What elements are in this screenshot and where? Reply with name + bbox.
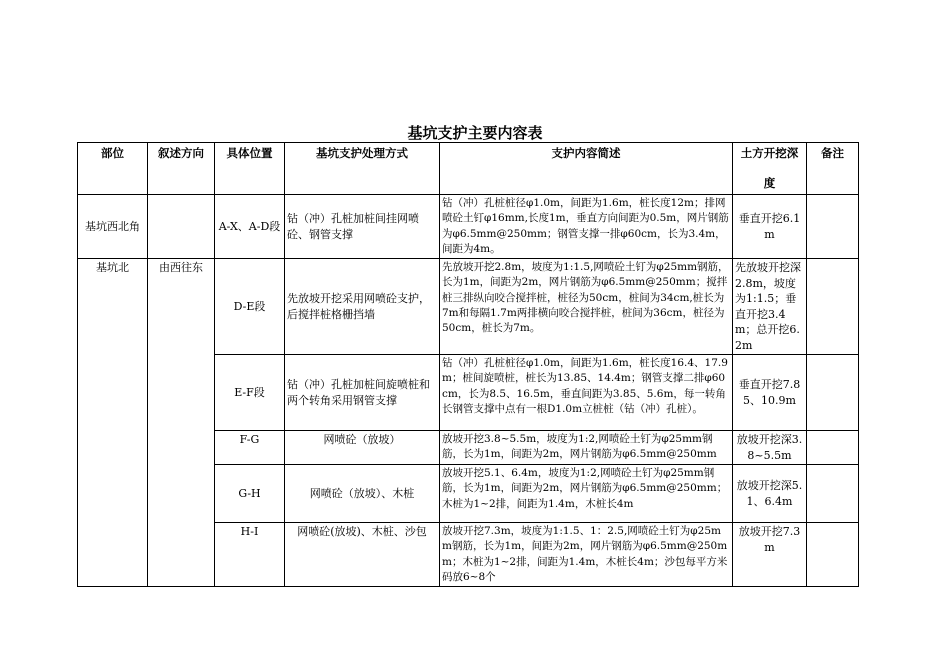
cell-content: 放坡开挖5.1、6.4m，坡度为1:2,网喷砼土钉为φ25mm钢筋，长为1m，间距为2m，网片钢筋为φ6.5mm@250mm；木桩为1~2排，间距为1.4m，木桩长4m <box>440 465 733 523</box>
table-row <box>78 259 859 355</box>
cell-depth: 放坡开挖深3.8~5.5m <box>733 431 807 465</box>
header-content: 支护内容简述 <box>440 143 733 195</box>
cell-depth: 放坡开挖深5.1、6.4m <box>733 465 807 523</box>
cell-method: 先放坡开挖采用网喷砼支护，后搅拌桩格栅挡墙 <box>285 259 440 355</box>
cell-depth: 垂直开挖6.1m <box>733 195 807 259</box>
cell-content: 钻（冲）孔桩桩径φ1.0m，间距为1.6m，桩长度16.4、17.9m；桩间旋喷桩，桩长为13.85、14.4m；钢管支撑二排φ60cm，长为8.5、16.5m，垂直间距为3.85、5.6m，每一转角长钢管支撑中点有一根D1.0m立桩桩（钻（冲）孔桩）。 <box>440 355 733 431</box>
cell-method: 钻（冲）孔桩加桩间旋喷桩和两个转角采用钢管支撑 <box>285 355 440 431</box>
cell-position: A-X、A-D段 <box>215 195 285 259</box>
cell-content: 先放坡开挖2.8m，坡度为1:1.5,网喷砼土钉为φ25mm钢筋，长为1m，间距为2m，网片钢筋为φ6.5mm@250mm；搅拌桩三排纵向咬合搅拌桩，桩径为50cm，桩间为34cm,桩长为7m和每隔1.7m两排横向咬合搅拌桩，桩间为36cm，桩径为50cm，桩长为7m。 <box>440 259 733 355</box>
cell-part: 基坑西北角 <box>78 195 148 259</box>
cell-part: 基坑北 <box>78 259 148 587</box>
cell-position: D-E段 <box>215 259 285 355</box>
header-depth-line2: 度 <box>763 175 776 190</box>
header-depth <box>733 143 807 195</box>
cell-position: G-H <box>215 465 285 523</box>
cell-content: 钻（冲）孔桩桩径φ1.0m，间距为1.6m，桩长度12m；排网喷砼土钉φ16mm,长度1m，垂直方向间距为0.5m，网片钢筋为φ6.5mm@250mm；钢管支撑一排φ60cm，长为3.4m，间距为4m。 <box>440 195 733 259</box>
cell-position: F-G <box>215 431 285 465</box>
cell-method: 钻（冲）孔桩加桩间挂网喷砼、钢管支撑 <box>285 195 440 259</box>
cell-position: H-I <box>215 523 285 587</box>
header-direction: 叙述方向 <box>148 143 215 195</box>
page-title: 基坑支护主要内容表 <box>407 124 543 142</box>
table-row <box>78 195 859 259</box>
cell-depth: 先放坡开挖深2.8m，坡度为1:1.5；垂直开挖3.4m；总开挖6.2m <box>733 259 807 355</box>
cell-note <box>807 355 859 431</box>
cell-method: 网喷砼（放坡）、木桩 <box>285 465 440 523</box>
cell-depth: 放坡开挖7.3m <box>733 523 807 587</box>
cell-content: 放坡开挖3.8~5.5m，坡度为1:2,网喷砼土钉为φ25mm钢筋，长为1m，间距为2m，网片钢筋为φ6.5mm@250mm <box>440 431 733 465</box>
header-depth-line1: 土方开挖深 <box>740 146 799 160</box>
cell-position: E-F段 <box>215 355 285 431</box>
cell-depth: 垂直开挖7.85、10.9m <box>733 355 807 431</box>
cell-note <box>807 523 859 587</box>
cell-content: 放坡开挖7.3m，坡度为1:1.5、1：2.5,网喷砼土钉为φ25mm钢筋，长为1m，间距为2m，网片钢筋为φ6.5mm@250mm；木桩为1~2排，间距为1.4m，木桩长4m；沙包每平方米码放6~8个 <box>440 523 733 587</box>
header-position: 具体位置 <box>215 143 285 195</box>
cell-note <box>807 465 859 523</box>
cell-note <box>807 431 859 465</box>
cell-method: 网喷砼(放坡)、木桩、沙包 <box>285 523 440 587</box>
header-row <box>78 143 859 195</box>
cell-note <box>807 259 859 355</box>
cell-method: 网喷砼（放坡） <box>285 431 440 465</box>
header-method: 基坑支护处理方式 <box>285 143 440 195</box>
header-part: 部位 <box>78 143 148 195</box>
cell-direction <box>148 195 215 259</box>
support-table <box>77 142 859 587</box>
cell-note <box>807 195 859 259</box>
header-note: 备注 <box>807 143 859 195</box>
cell-direction: 由西往东 <box>148 259 215 587</box>
